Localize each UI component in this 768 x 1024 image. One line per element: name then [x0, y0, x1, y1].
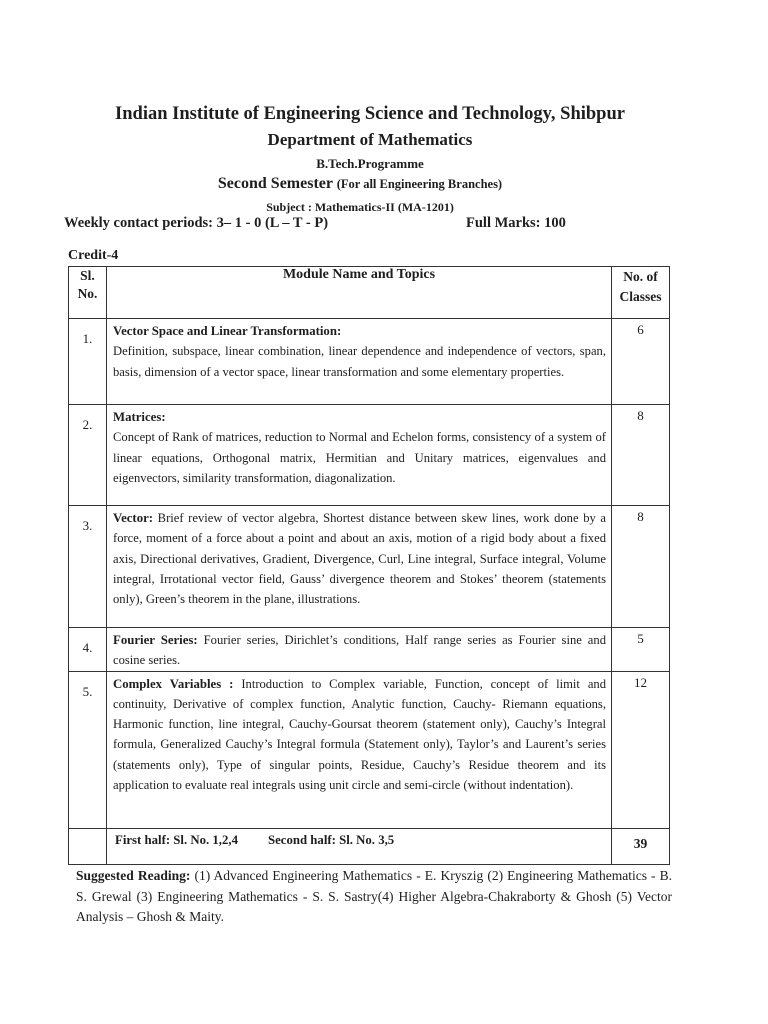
- table-row: [69, 405, 670, 506]
- table-row: [69, 671, 670, 828]
- header-classes: [612, 267, 670, 319]
- table-footer-row: [69, 828, 670, 864]
- row-sl: 4.: [69, 628, 107, 672]
- second-half: Second half: Sl. No. 3,5: [268, 832, 395, 847]
- row-classes: 6: [612, 319, 670, 405]
- header-sl-line2: No.: [77, 286, 98, 301]
- module-body: Introduction to Complex variable, Function, concept of limit and continuity, Derivative of complex function, Analytic function, Cauchy- Riemann equations, Harmonic function, line integral, Cauchy-Goursat theorem (statement only), Cauchy’s Integral formula, Generalized Cauchy’s Integral formula (Statement only), Taylor’s and Laurent’s series (statements only), Type of singular points, Residue, Cauchy’s Residue theorem and its application to evaluate real integrals using unit circle and semi-circle (without indentation).: [113, 676, 606, 793]
- semester-note: (For all Engineering Branches): [336, 177, 503, 191]
- suggested-reading-text: (1) Advanced Engineering Mathematics - E. Kryszig (2) Engineering Mathematics - B. S. Grewal (3) Engineering Mathematics - S. S. Sastry(4) Higher Algebra-Chakraborty & Ghosh (5) Vector Analysis – Ghosh & Maity.: [76, 868, 673, 924]
- row-sl: 2.: [69, 405, 107, 506]
- row-topics: [107, 671, 612, 828]
- syllabus-table: [68, 266, 670, 865]
- row-sl: 5.: [69, 671, 107, 828]
- header-classes-line1: No. of: [623, 269, 658, 284]
- table-row: [69, 506, 670, 628]
- module-title: Vector Space and Linear Transformation:: [113, 324, 342, 338]
- row-sl: 3.: [69, 506, 107, 628]
- module-title: Matrices:: [113, 410, 166, 424]
- total-classes: 39: [612, 828, 670, 864]
- module-body: Fourier series, Dirichlet’s conditions, Half range series as Fourier sine and cosine series.: [113, 633, 606, 668]
- header-classes-line2: Classes: [619, 289, 662, 304]
- module-body: Definition, subspace, linear combination, linear dependence and independence of vectors, span, basis, dimension of a vector space, linear transformation and some elementary properties.: [113, 344, 606, 379]
- row-sl: 1.: [69, 319, 107, 405]
- credit-label: Credit-4: [68, 248, 119, 263]
- footer-empty-cell: [69, 828, 107, 864]
- first-half: First half: Sl. No. 1,2,4: [115, 832, 238, 847]
- semester-label: Second Semester: [217, 175, 333, 192]
- header-sl-no: [69, 267, 107, 319]
- row-topics: [107, 319, 612, 405]
- row-topics: [107, 628, 612, 672]
- row-classes: 8: [612, 405, 670, 506]
- institute-title: Indian Institute of Engineering Science and Technology, Shibpur: [115, 104, 625, 124]
- subject-line: Subject : Mathematics-II (MA-1201): [266, 200, 454, 214]
- row-topics: [107, 506, 612, 628]
- module-body: Brief review of vector algebra, Shortest distance between skew lines, work done by a force, moment of a force about a point and about an axis, motion of a rigid body about a fixed axis, Directional derivatives, Gradient, Divergence, Curl, Line integral, Surface integral, Volume integral, Irrotational vector field, Gauss’ divergence theorem and Stokes’ theorem (statements only), Green’s theorem in the plane, illustrations.: [113, 511, 607, 607]
- module-title: Fourier Series:: [113, 633, 198, 647]
- row-classes: 5: [612, 628, 670, 672]
- footer-halves: [107, 828, 612, 864]
- full-marks: Full Marks: 100: [466, 215, 566, 231]
- suggested-reading-label: Suggested Reading:: [76, 868, 191, 883]
- module-body: Concept of Rank of matrices, reduction to Normal and Echelon forms, consistency of a system of linear equations, Orthogonal matrix, Hermitian and Unitary matrices, eigenvalues and eigenvectors, similarity transformation, diagonalization.: [113, 430, 606, 485]
- module-title: Vector:: [113, 511, 154, 525]
- contact-periods: Weekly contact periods: 3– 1 - 0 (L – T - P): [64, 215, 329, 231]
- row-classes: 12: [612, 671, 670, 828]
- header-sl-line1: Sl.: [80, 268, 95, 283]
- row-classes: 8: [612, 506, 670, 628]
- department-title: Department of Mathematics: [267, 130, 473, 149]
- module-title: Complex Variables :: [113, 676, 234, 691]
- semester-title: [50, 175, 670, 193]
- programme-title: B.Tech.Programme: [316, 156, 424, 171]
- header-module: Module Name and Topics: [107, 267, 612, 319]
- table-row: [69, 628, 670, 672]
- row-topics: [107, 405, 612, 506]
- contact-marks-line: [64, 215, 594, 232]
- table-row: [69, 319, 670, 405]
- suggested-reading: [76, 866, 672, 928]
- table-header-row: [69, 267, 670, 319]
